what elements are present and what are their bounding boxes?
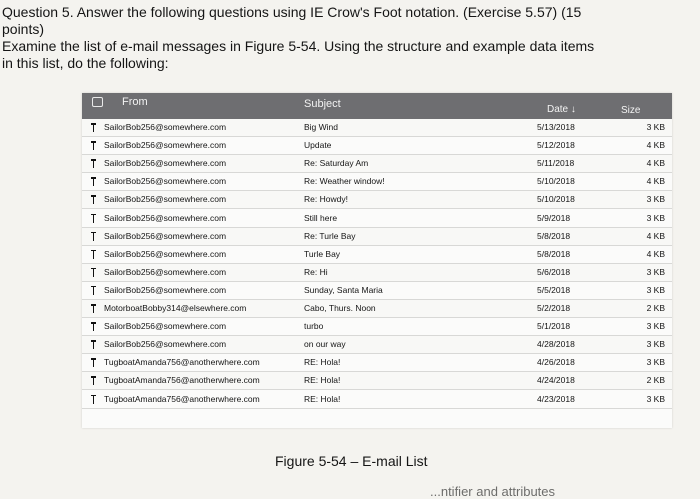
table-row[interactable]: [82, 246, 672, 264]
size-cell: 4 KB: [646, 176, 665, 187]
flag-icon[interactable]: [91, 159, 96, 168]
size-cell: 3 KB: [646, 321, 665, 332]
from-cell: SailorBob256@somewhere.com: [104, 194, 227, 205]
header-subject[interactable]: Subject: [304, 98, 341, 110]
date-cell: 5/10/2018: [537, 176, 575, 187]
question-line-1: Question 5. Answer the following questions using IE Crow's Foot notation. (Exercise 5.57) (15: [2, 4, 582, 20]
date-cell: 5/8/2018: [537, 230, 571, 241]
table-row[interactable]: [82, 137, 672, 155]
envelope-icon: [92, 97, 103, 107]
from-cell: TugboatAmanda756@anotherwhere.com: [104, 375, 260, 386]
table-row[interactable]: [82, 173, 672, 191]
size-cell: 4 KB: [646, 158, 665, 169]
size-cell: 4 KB: [646, 230, 665, 241]
table-row[interactable]: [82, 210, 672, 228]
table-row[interactable]: [82, 119, 672, 137]
flag-icon[interactable]: [91, 376, 96, 385]
from-cell: SailorBob256@somewhere.com: [104, 140, 227, 151]
question-line-3: Examine the list of e-mail messages in Figure 5-54. Using the structure and example data items: [2, 38, 595, 54]
from-cell: TugboatAmanda756@anotherwhere.com: [104, 357, 260, 368]
figure-caption: Figure 5-54 – E-mail List: [275, 453, 428, 469]
from-cell: SailorBob256@somewhere.com: [104, 321, 227, 332]
from-cell: TugboatAmanda756@anotherwhere.com: [104, 393, 260, 404]
subject-cell: Turle Bay: [304, 248, 341, 259]
subject-cell: Cabo, Thurs. Noon: [304, 303, 376, 313]
subject-cell: RE: Hola!: [304, 375, 341, 386]
subject-cell: Still here: [304, 212, 338, 223]
subject-cell: Sunday, Santa Maria: [304, 284, 383, 295]
email-list-table: [82, 93, 672, 428]
question-text: [2, 4, 692, 72]
size-cell: 2 KB: [646, 303, 665, 313]
header-from[interactable]: From: [122, 96, 148, 108]
date-cell: 5/8/2018: [537, 248, 571, 259]
cut-off-text: ...ntifier and attributes: [430, 484, 556, 499]
date-cell: 5/12/2018: [537, 140, 575, 151]
size-cell: 4 KB: [646, 248, 665, 259]
from-cell: SailorBob256@somewhere.com: [104, 339, 227, 350]
subject-cell: Update: [304, 140, 332, 151]
date-cell: 5/9/2018: [537, 212, 571, 223]
date-cell: 4/28/2018: [537, 339, 575, 350]
from-cell: SailorBob256@somewhere.com: [104, 212, 227, 223]
flag-icon[interactable]: [91, 340, 96, 349]
date-cell: 5/6/2018: [537, 266, 571, 277]
table-row[interactable]: [82, 318, 672, 336]
size-cell: 3 KB: [646, 194, 665, 205]
flag-icon[interactable]: [91, 177, 96, 186]
question-line-2: points): [2, 21, 45, 37]
subject-cell: Re: Turle Bay: [304, 230, 356, 241]
flag-icon[interactable]: [91, 395, 96, 404]
size-cell: 3 KB: [646, 339, 665, 350]
subject-cell: Re: Weather window!: [304, 176, 385, 187]
flag-icon[interactable]: [91, 214, 96, 223]
size-cell: 3 KB: [646, 357, 665, 368]
subject-cell: Re: Hi: [304, 266, 328, 277]
date-cell: 5/13/2018: [537, 122, 575, 132]
date-cell: 5/1/2018: [537, 321, 571, 332]
from-cell: SailorBob256@somewhere.com: [104, 158, 227, 169]
from-cell: SailorBob256@somewhere.com: [104, 284, 227, 295]
date-cell: 4/24/2018: [537, 375, 575, 386]
subject-cell: on our way: [304, 339, 346, 350]
from-cell: SailorBob256@somewhere.com: [104, 230, 227, 241]
table-row[interactable]: [82, 282, 672, 300]
date-cell: 5/2/2018: [537, 303, 571, 313]
from-cell: SailorBob256@somewhere.com: [104, 266, 227, 277]
flag-icon[interactable]: [91, 322, 96, 331]
table-header: [82, 93, 672, 119]
subject-cell: RE: Hola!: [304, 357, 341, 368]
question-line-4: in this list, do the following:: [2, 55, 169, 71]
size-cell: 3 KB: [646, 266, 665, 277]
subject-cell: Big Wind: [304, 122, 339, 132]
header-size[interactable]: Size: [621, 105, 641, 116]
size-cell: 3 KB: [646, 122, 665, 132]
subject-cell: RE: Hola!: [304, 393, 341, 404]
flag-icon[interactable]: [91, 358, 96, 367]
size-cell: 3 KB: [646, 212, 665, 223]
table-row[interactable]: [82, 191, 672, 209]
flag-icon[interactable]: [91, 195, 96, 204]
table-row[interactable]: [82, 372, 672, 390]
date-cell: 5/10/2018: [537, 194, 575, 205]
size-cell: 2 KB: [646, 375, 665, 386]
subject-cell: turbo: [304, 321, 324, 332]
date-cell: 5/5/2018: [537, 284, 571, 295]
from-cell: MotorboatBobby314@elsewhere.com: [104, 303, 247, 313]
subject-cell: Re: Howdy!: [304, 194, 348, 205]
table-row[interactable]: [82, 391, 672, 409]
size-cell: 3 KB: [646, 284, 665, 295]
header-date[interactable]: Date ↓: [547, 104, 576, 115]
flag-icon[interactable]: [91, 123, 96, 132]
table-row[interactable]: [82, 354, 672, 372]
table-row[interactable]: [82, 155, 672, 173]
from-cell: SailorBob256@somewhere.com: [104, 122, 227, 132]
table-row[interactable]: [82, 228, 672, 246]
flag-icon[interactable]: [91, 250, 96, 259]
date-cell: 4/23/2018: [537, 393, 575, 404]
flag-icon[interactable]: [91, 286, 96, 295]
table-row[interactable]: [82, 336, 672, 354]
flag-icon[interactable]: [91, 232, 96, 241]
size-cell: 4 KB: [646, 140, 665, 151]
table-row[interactable]: [82, 264, 672, 282]
date-cell: 5/11/2018: [537, 158, 575, 169]
table-row[interactable]: [82, 300, 672, 318]
from-cell: SailorBob256@somewhere.com: [104, 176, 227, 187]
size-cell: 3 KB: [646, 393, 665, 404]
flag-icon[interactable]: [91, 304, 96, 313]
flag-icon[interactable]: [91, 268, 96, 277]
flag-icon[interactable]: [91, 141, 96, 150]
subject-cell: Re: Saturday Am: [304, 158, 369, 169]
from-cell: SailorBob256@somewhere.com: [104, 248, 227, 259]
date-cell: 4/26/2018: [537, 357, 575, 368]
